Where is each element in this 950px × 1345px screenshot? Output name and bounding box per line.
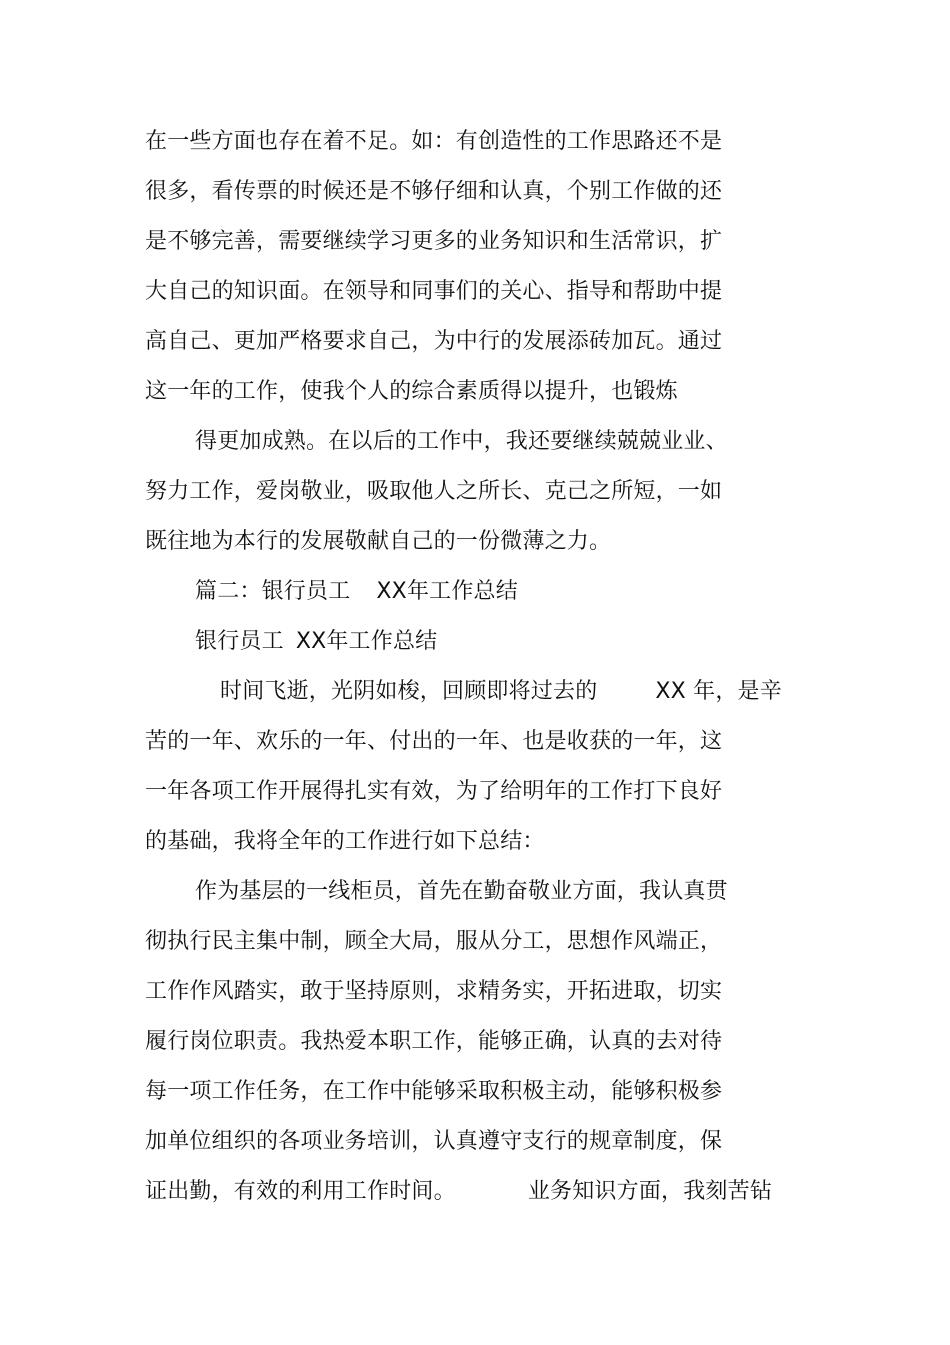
document-title-main: XX年工作总结 (295, 629, 438, 654)
paragraph-line: 彻执行民主集中制，顾全大局，服从分工，思想作风端正， (145, 929, 723, 954)
paragraph-line: 是不够完善，需要继续学习更多的业务知识和生活常识，扩 (145, 229, 723, 254)
paragraph-line: 很多，看传票的时候还是不够仔细和认真，个别工作做的还 (145, 179, 723, 204)
paragraph-line: 这一年的工作，使我个人的综合素质得以提升，也锻炼 (145, 379, 678, 404)
paragraph-segment: 业务知识方面，我刻苦钻 (527, 1179, 773, 1204)
section-heading-title: XX年工作总结 (376, 579, 518, 604)
section-heading-prefix: 篇二：银行员工 (195, 579, 351, 604)
section-heading (195, 578, 518, 606)
paragraph-line: 的基础，我将全年的工作进行如下总结： (145, 829, 545, 854)
document-title-prefix: 银行员工 (195, 629, 284, 654)
paragraph-line: 高自己、更加严格要求自己，为中行的发展添砖加瓦。通过 (145, 329, 723, 354)
paragraph-line: 每一项工作任务，在工作中能够采取积极主动，能够积极参 (145, 1079, 723, 1104)
paragraph-line: 履行岗位职责。我热爱本职工作，能够正确，认真的去对待 (145, 1029, 723, 1054)
paragraph-segment: XX 年，是辛 (655, 679, 782, 704)
paragraph-line: 努力工作，爱岗敬业，吸取他人之所长、克己之所短，一如 (145, 479, 723, 504)
paragraph-line: 作为基层的一线柜员，首先在勤奋敬业方面，我认真贯 (195, 879, 728, 904)
paragraph-line: 在一些方面也存在着不足。如：有创造性的工作思路还不是 (145, 129, 723, 154)
paragraph-line: 工作作风踏实，敢于坚持原则，求精务实，开拓进取，切实 (145, 979, 723, 1004)
paragraph-line: 加单位组织的各项业务培训，认真遵守支行的规章制度，保 (145, 1129, 723, 1154)
paragraph-segment: 证出勤，有效的利用工作时间。 (145, 1179, 456, 1204)
paragraph-line: 一年各项工作开展得扎实有效，为了给明年的工作打下良好 (145, 779, 723, 804)
document-title (195, 628, 437, 656)
paragraph-line: 既往地为本行的发展敬献自己的一份微薄之力。 (145, 529, 612, 554)
paragraph-segment: 时间飞逝，光阴如梭，回顾即将过去的 (220, 679, 598, 704)
paragraph-line: 得更加成熟。在以后的工作中，我还要继续兢兢业业、 (195, 429, 728, 454)
paragraph-line (145, 1178, 772, 1206)
paragraph-line: 苦的一年、欢乐的一年、付出的一年、也是收获的一年，这 (145, 729, 723, 754)
paragraph-line: 大自己的知识面。在领导和同事们的关心、指导和帮助中提 (145, 279, 723, 304)
paragraph-line (220, 678, 782, 706)
